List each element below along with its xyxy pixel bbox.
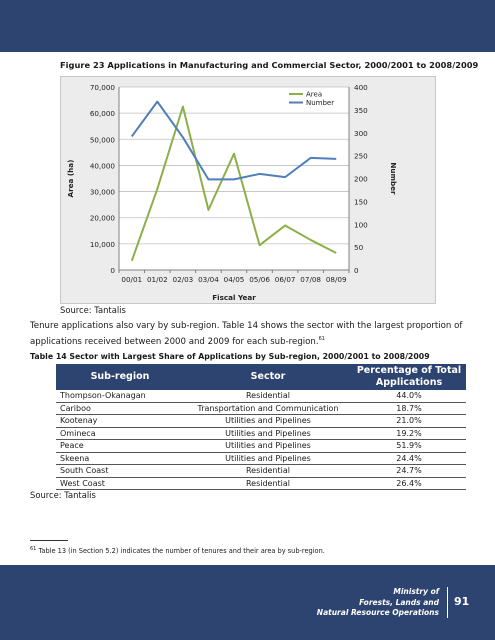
table-source: Source: Tantalis	[30, 490, 96, 500]
table-cell-sector: Utilities and Pipelines	[184, 440, 352, 453]
table-cell-percentage: 21.0%	[352, 415, 466, 428]
table-cell-sub-region: Thompson-Okanagan	[56, 390, 184, 402]
y-left-tick-label: 0	[110, 266, 115, 275]
table-title: Table 14 Sector with Largest Share of Applications by Sub-region, 2000/2001 to 2008/2009	[30, 352, 430, 361]
sector-table	[56, 364, 466, 490]
table-header-row	[56, 364, 466, 390]
y-right-tick-label: 350	[354, 105, 368, 115]
y-right-tick-label: 300	[354, 128, 368, 138]
footnote-number: 61	[30, 546, 37, 552]
y-right-tick-label: 150	[354, 197, 368, 207]
header-band	[0, 0, 495, 52]
table-cell-sub-region: West Coast	[56, 477, 184, 490]
table-cell-percentage: 26.4%	[352, 477, 466, 490]
table-cell-percentage: 51.9%	[352, 440, 466, 453]
header-sub-region: Sub-region	[56, 364, 184, 390]
table-row	[56, 477, 466, 490]
footnote	[30, 546, 325, 555]
table-row	[56, 465, 466, 478]
figure-source: Source: Tantalis	[60, 305, 126, 315]
x-tick-label: 00/01	[121, 275, 143, 284]
table-cell-sector: Utilities and Pipelines	[184, 452, 352, 465]
table-cell-sub-region: Kootenay	[56, 415, 184, 428]
y-left-tick-label: 40,000	[89, 161, 115, 171]
footer-band	[0, 565, 495, 640]
x-tick-label: 03/04	[198, 275, 219, 284]
footnote-text: Table 13 (in Section 5.2) indicates the number of tenures and their area by sub-region.	[38, 547, 325, 556]
body-paragraph	[30, 320, 470, 349]
figure-title: Figure 23 Applications in Manufacturing and Commercial Sector, 2000/2001 to 2008/2009	[60, 60, 479, 70]
legend-label-area: Area	[306, 90, 323, 99]
table-cell-percentage: 24.7%	[352, 465, 466, 478]
table-cell-percentage: 18.7%	[352, 402, 466, 415]
x-tick-label: 07/08	[300, 275, 322, 284]
x-tick-label: 05/06	[249, 275, 270, 284]
footnote-divider	[30, 540, 68, 541]
y-right-tick-label: 50	[354, 243, 364, 253]
y-right-tick-label: 0	[354, 266, 359, 275]
table-cell-percentage: 44.0%	[352, 390, 466, 402]
table-cell-sector: Utilities and Pipelines	[184, 415, 352, 428]
line-chart	[61, 77, 435, 303]
y-right-tick-label: 200	[354, 174, 368, 184]
chart-area	[60, 76, 436, 304]
table-cell-sub-region: South Coast	[56, 465, 184, 478]
table-row	[56, 390, 466, 402]
x-tick-label: 01/02	[146, 275, 168, 284]
y-left-tick-label: 60,000	[89, 109, 115, 119]
table-row	[56, 427, 466, 440]
table-row	[56, 415, 466, 428]
table-cell-sub-region: Skeena	[56, 452, 184, 465]
header-percentage: Percentage of Total Applications	[352, 364, 466, 390]
header-sector: Sector	[184, 364, 352, 390]
footnote-ref: 61	[318, 336, 325, 342]
y-left-axis-title: Area (ha)	[66, 159, 75, 198]
x-tick-label: 06/07	[274, 275, 296, 284]
x-axis-title: Fiscal Year	[212, 293, 256, 302]
table-cell-sub-region: Omineca	[56, 427, 184, 440]
x-tick-label: 02/03	[172, 275, 194, 284]
y-right-axis-title: Number	[389, 162, 398, 195]
table-cell-percentage: 24.4%	[352, 452, 466, 465]
y-right-tick-label: 100	[354, 220, 368, 230]
ministry-line-1: Ministry of	[393, 587, 439, 596]
y-left-tick-label: 50,000	[89, 135, 115, 145]
table-body	[56, 390, 466, 490]
table-row	[56, 402, 466, 415]
table-cell-sector: Transportation and Communication	[184, 402, 352, 415]
y-right-tick-label: 400	[354, 83, 368, 92]
ministry-name	[317, 587, 439, 619]
table-cell-percentage: 19.2%	[352, 427, 466, 440]
ministry-line-3: Natural Resource Operations	[316, 608, 439, 617]
table-cell-sector: Residential	[184, 390, 352, 402]
legend-label-number: Number	[306, 99, 335, 108]
table-cell-sub-region: Peace	[56, 440, 184, 453]
table-cell-sector: Residential	[184, 477, 352, 490]
y-left-tick-label: 20,000	[89, 213, 115, 223]
y-left-tick-label: 70,000	[89, 83, 115, 92]
footer-divider	[447, 587, 448, 618]
y-left-tick-label: 30,000	[89, 187, 115, 197]
paragraph-text: Tenure applications also vary by sub-region. Table 14 shows the sector with the largest proportion of applications received between 2000 and 2009 for each sub-region.	[30, 321, 463, 347]
table-cell-sub-region: Cariboo	[56, 402, 184, 415]
table-cell-sector: Utilities and Pipelines	[184, 427, 352, 440]
table-row	[56, 440, 466, 453]
table-row	[56, 452, 466, 465]
table-cell-sector: Residential	[184, 465, 352, 478]
page-number: 91	[454, 595, 470, 608]
y-right-tick-label: 250	[354, 151, 368, 161]
ministry-line-2: Forests, Lands and	[359, 597, 439, 607]
y-left-tick-label: 10,000	[89, 239, 115, 249]
x-tick-label: 08/09	[325, 275, 347, 284]
x-tick-label: 04/05	[223, 275, 245, 284]
